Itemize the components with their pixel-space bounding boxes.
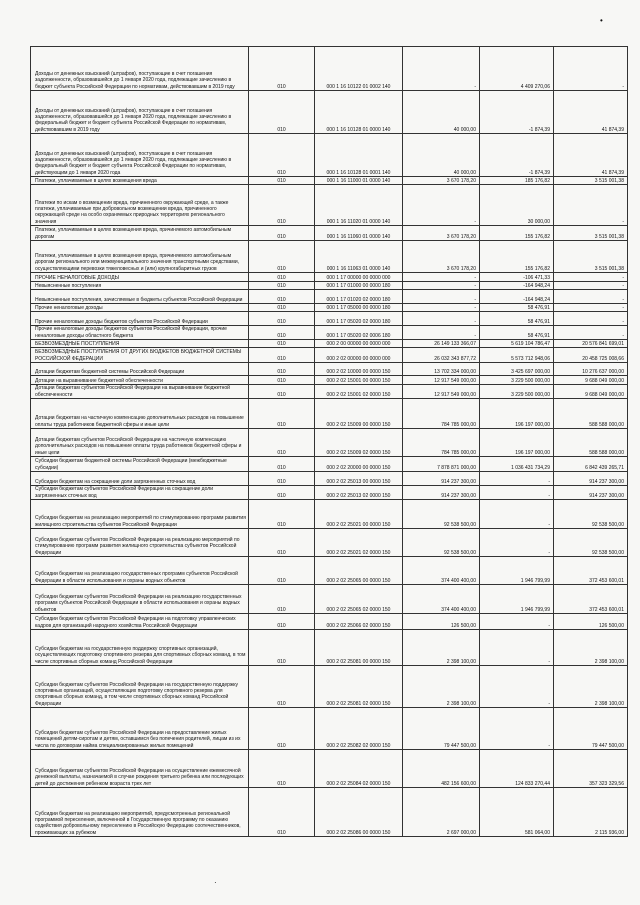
- row-exec-cell: -: [480, 529, 554, 557]
- row-name-cell: Дотации бюджетам субъектов Российской Федерации на частичную компенсацию дополнительных расходов на повышение оплаты труда работников бюджетной сферы и иные цели: [31, 429, 249, 457]
- row-plan-cell: 126 500,00: [403, 614, 480, 630]
- row-rest-cell: -: [554, 282, 628, 290]
- table-row: [31, 326, 628, 340]
- row-code-cell: 010: [249, 363, 315, 376]
- row-kbk-cell: 000 2 02 25086 00 0000 150: [315, 788, 403, 837]
- row-rest-cell: 92 538 500,00: [554, 529, 628, 557]
- row-plan-cell: 374 400 400,00: [403, 557, 480, 585]
- row-code-cell: 010: [249, 282, 315, 290]
- table-row: [31, 177, 628, 185]
- row-code-cell: 010: [249, 788, 315, 837]
- table-row: [31, 500, 628, 529]
- table-row: [31, 134, 628, 177]
- row-code-cell: 010: [249, 486, 315, 500]
- row-code-cell: 010: [249, 348, 315, 363]
- row-kbk-cell: 000 2 02 25065 00 0000 150: [315, 557, 403, 585]
- row-name-cell: БЕЗВОЗМЕЗДНЫЕ ПОСТУПЛЕНИЯ ОТ ДРУГИХ БЮДЖЕТОВ БЮДЖЕТНОЙ СИСТЕМЫ РОССИЙСКОЙ ФЕДЕРАЦИИ: [31, 348, 249, 363]
- row-name-cell: Субсидии бюджетам субъектов Российской Федерации на реализацию государственных программ субъектов Российской Федерации в области использования и охраны водных объектов: [31, 585, 249, 614]
- row-kbk-cell: 000 2 02 20000 00 0000 150: [315, 457, 403, 472]
- row-plan-cell: 26 149 133 366,07: [403, 340, 480, 348]
- row-plan-cell: -: [403, 273, 480, 282]
- table-row: [31, 750, 628, 788]
- row-plan-cell: 3 670 178,20: [403, 241, 480, 273]
- row-rest-cell: 10 276 637 000,00: [554, 363, 628, 376]
- row-name-cell: Платежи по искам о возмещении вреда, причиненного окружающей среде, а также платежи, уплачиваемые при добровольном возмещении вреда, причиненного окружающей среде на особо охраняемых природных территориях регионального значения: [31, 185, 249, 226]
- row-plan-cell: 12 917 549 000,00: [403, 376, 480, 385]
- row-kbk-cell: 000 2 02 15001 02 0000 150: [315, 385, 403, 399]
- table-row: [31, 529, 628, 557]
- table-row: [31, 557, 628, 585]
- row-rest-cell: 914 237 300,00: [554, 472, 628, 486]
- row-exec-cell: -: [480, 486, 554, 500]
- row-name-cell: БЕЗВОЗМЕЗДНЫЕ ПОСТУПЛЕНИЯ: [31, 340, 249, 348]
- row-name-cell: Платежи, уплачиваемые в целях возмещения вреда: [31, 177, 249, 185]
- row-name-cell: Прочие неналоговые доходы: [31, 304, 249, 312]
- row-exec-cell: 58 476,91: [480, 304, 554, 312]
- row-rest-cell: 41 874,39: [554, 134, 628, 177]
- row-kbk-cell: 000 2 02 25081 00 0000 150: [315, 630, 403, 666]
- row-name-cell: Платежи, уплачиваемые в целях возмещения вреда, причиняемого автомобильным дорогам: [31, 226, 249, 241]
- table-row: [31, 457, 628, 472]
- row-exec-cell: -1 874,39: [480, 134, 554, 177]
- row-code-cell: 010: [249, 472, 315, 486]
- row-plan-cell: -: [403, 47, 480, 91]
- table-row: [31, 486, 628, 500]
- row-rest-cell: 357 323 329,56: [554, 750, 628, 788]
- row-kbk-cell: 000 2 02 25081 02 0000 150: [315, 666, 403, 708]
- row-exec-cell: 581 064,00: [480, 788, 554, 837]
- table-row: [31, 788, 628, 837]
- page-mark-bottom: ·: [214, 878, 217, 887]
- row-rest-cell: 2 115 936,00: [554, 788, 628, 837]
- row-kbk-cell: 000 1 16 10122 01 0002 140: [315, 47, 403, 91]
- row-code-cell: 010: [249, 429, 315, 457]
- row-code-cell: 010: [249, 399, 315, 429]
- row-code-cell: 010: [249, 457, 315, 472]
- table-row: [31, 472, 628, 486]
- row-rest-cell: 372 453 600,01: [554, 557, 628, 585]
- row-code-cell: 010: [249, 385, 315, 399]
- row-code-cell: 010: [249, 290, 315, 304]
- row-code-cell: 010: [249, 91, 315, 134]
- row-exec-cell: -: [480, 630, 554, 666]
- row-name-cell: Прочие неналоговые доходы бюджетов субъектов Российской Федерации: [31, 312, 249, 326]
- table-row: [31, 312, 628, 326]
- table-row: [31, 399, 628, 429]
- row-rest-cell: -: [554, 290, 628, 304]
- row-code-cell: 010: [249, 226, 315, 241]
- row-kbk-cell: 000 2 02 25066 02 0000 150: [315, 614, 403, 630]
- row-kbk-cell: 000 2 02 15009 00 0000 150: [315, 399, 403, 429]
- row-kbk-cell: 000 1 16 11020 01 0000 140: [315, 185, 403, 226]
- table-row: [31, 273, 628, 282]
- row-kbk-cell: 000 2 00 00000 00 0000 000: [315, 340, 403, 348]
- table-row: [31, 47, 628, 91]
- row-code-cell: 010: [249, 614, 315, 630]
- row-plan-cell: 2 398 100,00: [403, 666, 480, 708]
- row-plan-cell: 2 697 000,00: [403, 788, 480, 837]
- row-code-cell: 010: [249, 376, 315, 385]
- row-exec-cell: 124 833 270,44: [480, 750, 554, 788]
- row-rest-cell: 6 842 439 265,71: [554, 457, 628, 472]
- table-row: [31, 226, 628, 241]
- row-kbk-cell: 000 1 17 01020 02 0000 180: [315, 290, 403, 304]
- table-row: [31, 376, 628, 385]
- table-row: [31, 630, 628, 666]
- row-rest-cell: 588 588 000,00: [554, 429, 628, 457]
- row-plan-cell: -: [403, 304, 480, 312]
- table-row: [31, 429, 628, 457]
- row-name-cell: Субсидии бюджетам субъектов Российской Федерации на реализацию мероприятий по стимулированию программ развития жилищного строительства субъектов Российской Федерации: [31, 529, 249, 557]
- row-plan-cell: -: [403, 326, 480, 340]
- row-rest-cell: 3 515 001,38: [554, 177, 628, 185]
- row-name-cell: Платежи, уплачиваемые в целях возмещения вреда, причиняемого автомобильным дорогам регионального или межмуниципального значения транспортными средствами, осуществляющими перевозки тяжеловесных и (или) крупногабаритных грузов: [31, 241, 249, 273]
- row-name-cell: Субсидии бюджетам на сокращение доли загрязненных сточных вод: [31, 472, 249, 486]
- row-plan-cell: 3 670 178,20: [403, 226, 480, 241]
- row-rest-cell: 20 576 841 699,01: [554, 340, 628, 348]
- row-exec-cell: -: [480, 500, 554, 529]
- row-kbk-cell: 000 2 02 15009 02 0000 150: [315, 429, 403, 457]
- row-rest-cell: 2 398 100,00: [554, 666, 628, 708]
- row-exec-cell: 155 176,82: [480, 241, 554, 273]
- row-code-cell: 010: [249, 630, 315, 666]
- row-exec-cell: 155 176,82: [480, 226, 554, 241]
- revenue-table: [30, 46, 628, 837]
- row-rest-cell: -: [554, 47, 628, 91]
- row-name-cell: Субсидии бюджетам на государственную поддержку спортивных организаций, осуществляющих подготовку спортивного резерва для спортивных сборных команд, в том числе спортивных сборных команд Российской Федерации: [31, 630, 249, 666]
- row-kbk-cell: 000 1 17 00000 00 0000 000: [315, 273, 403, 282]
- row-name-cell: ПРОЧИЕ НЕНАЛОГОВЫЕ ДОХОДЫ: [31, 273, 249, 282]
- row-exec-cell: -: [480, 614, 554, 630]
- row-plan-cell: 40 000,00: [403, 134, 480, 177]
- row-plan-cell: 92 538 500,00: [403, 529, 480, 557]
- row-code-cell: 010: [249, 177, 315, 185]
- row-kbk-cell: 000 1 17 05000 00 0000 180: [315, 304, 403, 312]
- row-exec-cell: 1 946 799,99: [480, 557, 554, 585]
- row-name-cell: Субсидии бюджетам субъектов Российской Федерации на государственную поддержку спортивных организаций, осуществляющих подготовку спортивного резерва для спортивных сборных команд, в том числе спортивных сборных команд Российской Федерации: [31, 666, 249, 708]
- row-code-cell: 010: [249, 557, 315, 585]
- row-rest-cell: 126 500,00: [554, 614, 628, 630]
- row-code-cell: 010: [249, 750, 315, 788]
- row-exec-cell: 58 476,91: [480, 312, 554, 326]
- row-exec-cell: 185 176,82: [480, 177, 554, 185]
- row-code-cell: 010: [249, 241, 315, 273]
- row-rest-cell: 41 874,39: [554, 91, 628, 134]
- row-rest-cell: -: [554, 304, 628, 312]
- row-plan-cell: 784 785 000,00: [403, 399, 480, 429]
- table-row: [31, 304, 628, 312]
- table-row: [31, 241, 628, 273]
- row-name-cell: Дотации бюджетам субъектов Российской Федерации на выравнивание бюджетной обеспеченности: [31, 385, 249, 399]
- row-name-cell: Прочие неналоговые доходы бюджетов субъектов Российской Федерации, прочие неналоговые доходы областного бюджета: [31, 326, 249, 340]
- row-kbk-cell: 000 2 02 25021 02 0000 150: [315, 529, 403, 557]
- row-rest-cell: 3 515 001,38: [554, 241, 628, 273]
- row-name-cell: Субсидии бюджетам на реализацию мероприятий по стимулированию программ развития жилищного строительства субъектов Российской Федерации: [31, 500, 249, 529]
- table-row: [31, 385, 628, 399]
- row-code-cell: 010: [249, 304, 315, 312]
- row-name-cell: Дотации на выравнивание бюджетной обеспеченности: [31, 376, 249, 385]
- row-plan-cell: 92 538 500,00: [403, 500, 480, 529]
- row-exec-cell: -164 948,24: [480, 282, 554, 290]
- row-plan-cell: 40 000,00: [403, 91, 480, 134]
- row-rest-cell: 372 453 600,01: [554, 585, 628, 614]
- row-rest-cell: 20 458 725 008,66: [554, 348, 628, 363]
- row-exec-cell: 1 036 431 734,29: [480, 457, 554, 472]
- row-exec-cell: -1 874,39: [480, 91, 554, 134]
- row-code-cell: 010: [249, 500, 315, 529]
- row-name-cell: Субсидии бюджетам субъектов Российской Федерации на подготовку управленческих кадров для организаций народного хозяйства Российской Федерации: [31, 614, 249, 630]
- row-kbk-cell: 000 2 02 25082 02 0000 150: [315, 708, 403, 750]
- row-plan-cell: 13 702 334 000,00: [403, 363, 480, 376]
- row-name-cell: Доходы от денежных взысканий (штрафов), поступающие в счет погашения задолженности, образовавшейся до 1 января 2020 года, подлежащие зачислению в федеральный бюджет и бюджет субъекта Российской Федерации по нормативам, действующим до 1 января 2020 года: [31, 134, 249, 177]
- table-row: [31, 363, 628, 376]
- row-plan-cell: -: [403, 282, 480, 290]
- row-exec-cell: 58 476,91: [480, 326, 554, 340]
- row-rest-cell: 92 538 500,00: [554, 500, 628, 529]
- row-exec-cell: 3 425 697 000,00: [480, 363, 554, 376]
- table-row: [31, 340, 628, 348]
- row-code-cell: 010: [249, 585, 315, 614]
- row-rest-cell: 3 515 001,38: [554, 226, 628, 241]
- row-plan-cell: -: [403, 290, 480, 304]
- table-row: [31, 282, 628, 290]
- row-name-cell: Доходы от денежных взысканий (штрафов), поступающие в счет погашения задолженности, образовавшейся до 1 января 2020 года, подлежащие зачислению в бюджет субъекта Российской Федерации по нормативам, действовавшим в 2019 году: [31, 47, 249, 91]
- row-kbk-cell: 000 2 02 25013 02 0000 150: [315, 486, 403, 500]
- row-plan-cell: 12 917 549 000,00: [403, 385, 480, 399]
- row-name-cell: Дотации бюджетам на частичную компенсацию дополнительных расходов на повышение оплаты труда работников бюджетной сферы и иные цели: [31, 399, 249, 429]
- row-name-cell: Субсидии бюджетам на реализацию государственных программ субъектов Российской Федерации в области использования и охраны водных объектов: [31, 557, 249, 585]
- table-row: [31, 348, 628, 363]
- row-name-cell: Субсидии бюджетам субъектов Российской Федерации на сокращение доли загрязненных сточных вод: [31, 486, 249, 500]
- row-kbk-cell: 000 1 16 11063 01 0000 140: [315, 241, 403, 273]
- row-kbk-cell: 000 2 02 25021 00 0000 150: [315, 500, 403, 529]
- row-plan-cell: 7 878 871 000,00: [403, 457, 480, 472]
- row-name-cell: Субсидии бюджетам бюджетной системы Российской Федерации (межбюджетные субсидии): [31, 457, 249, 472]
- row-code-cell: 010: [249, 326, 315, 340]
- row-plan-cell: 374 400 400,00: [403, 585, 480, 614]
- row-plan-cell: 784 785 000,00: [403, 429, 480, 457]
- table-row: [31, 290, 628, 304]
- row-name-cell: Субсидии бюджетам субъектов Российской Федерации на предоставление жилых помещений детям-сиротам и детям, оставшимся без попечения родителей, лицам из их числа по договорам найма специализированных жилых помещений: [31, 708, 249, 750]
- row-code-cell: 010: [249, 708, 315, 750]
- row-exec-cell: -: [480, 472, 554, 486]
- row-name-cell: Субсидии бюджетам на реализацию мероприятий, предусмотренных региональной программой переселения, включенной в Государственную программу по оказанию содействия добровольному переселению в Российскую Федерацию соотечественников, проживающих за рубежом: [31, 788, 249, 837]
- row-exec-cell: 5 619 104 786,47: [480, 340, 554, 348]
- row-kbk-cell: 000 2 02 25065 02 0000 150: [315, 585, 403, 614]
- row-rest-cell: 9 688 049 000,00: [554, 385, 628, 399]
- table-row: [31, 185, 628, 226]
- table-row: [31, 708, 628, 750]
- table-row: [31, 91, 628, 134]
- row-plan-cell: 26 032 343 877,72: [403, 348, 480, 363]
- row-kbk-cell: 000 1 17 05020 02 0006 180: [315, 326, 403, 340]
- row-code-cell: 010: [249, 47, 315, 91]
- row-code-cell: 010: [249, 185, 315, 226]
- row-name-cell: Субсидии бюджетам субъектов Российской Федерации на осуществление ежемесячной денежной выплаты, назначаемой в случае рождения третьего ребенка или последующих детей до достижения ребенком возраста трех лет: [31, 750, 249, 788]
- row-exec-cell: -: [480, 708, 554, 750]
- row-plan-cell: 914 237 300,00: [403, 486, 480, 500]
- row-rest-cell: 79 447 500,00: [554, 708, 628, 750]
- table-row: [31, 585, 628, 614]
- row-kbk-cell: 000 1 17 01000 00 0000 180: [315, 282, 403, 290]
- row-kbk-cell: 000 1 16 10128 01 0001 140: [315, 134, 403, 177]
- row-name-cell: Доходы от денежных взысканий (штрафов), поступающие в счет погашения задолженности, образовавшейся до 1 января 2020 года, подлежащие зачислению в федеральный бюджет и бюджет субъекта Российской Федерации по нормативам, действовавшим в 2019 году: [31, 91, 249, 134]
- row-name-cell: Невыясненные поступления, зачисляемые в бюджеты субъектов Российской Федерации: [31, 290, 249, 304]
- row-exec-cell: 196 197 000,00: [480, 399, 554, 429]
- row-kbk-cell: 000 2 02 10000 00 0000 150: [315, 363, 403, 376]
- row-rest-cell: -: [554, 312, 628, 326]
- table-row: [31, 614, 628, 630]
- row-exec-cell: 3 229 500 000,00: [480, 385, 554, 399]
- row-name-cell: Дотации бюджетам бюджетной системы Российской Федерации: [31, 363, 249, 376]
- row-kbk-cell: 000 1 16 10128 01 0000 140: [315, 91, 403, 134]
- row-exec-cell: -106 471,33: [480, 273, 554, 282]
- row-kbk-cell: 000 2 02 25084 02 0000 150: [315, 750, 403, 788]
- row-kbk-cell: 000 2 02 25013 00 0000 150: [315, 472, 403, 486]
- row-plan-cell: 914 237 300,00: [403, 472, 480, 486]
- row-plan-cell: 79 447 500,00: [403, 708, 480, 750]
- row-name-cell: Невыясненные поступления: [31, 282, 249, 290]
- row-code-cell: 010: [249, 666, 315, 708]
- row-code-cell: 010: [249, 312, 315, 326]
- row-exec-cell: 196 197 000,00: [480, 429, 554, 457]
- row-code-cell: 010: [249, 134, 315, 177]
- row-rest-cell: -: [554, 326, 628, 340]
- page-mark: •: [600, 16, 603, 25]
- row-kbk-cell: 000 1 16 11060 01 0000 140: [315, 226, 403, 241]
- row-kbk-cell: 000 1 16 11000 01 0000 140: [315, 177, 403, 185]
- row-plan-cell: -: [403, 185, 480, 226]
- row-rest-cell: 914 237 300,00: [554, 486, 628, 500]
- row-code-cell: 010: [249, 340, 315, 348]
- table-row: [31, 666, 628, 708]
- row-kbk-cell: 000 2 02 15001 00 0000 150: [315, 376, 403, 385]
- row-exec-cell: -: [480, 666, 554, 708]
- row-rest-cell: 588 588 000,00: [554, 399, 628, 429]
- row-rest-cell: -: [554, 185, 628, 226]
- row-plan-cell: 482 156 600,00: [403, 750, 480, 788]
- row-exec-cell: -164 948,24: [480, 290, 554, 304]
- row-exec-cell: 4 409 270,06: [480, 47, 554, 91]
- row-exec-cell: 5 573 712 948,06: [480, 348, 554, 363]
- row-plan-cell: 3 670 178,20: [403, 177, 480, 185]
- row-code-cell: 010: [249, 529, 315, 557]
- row-plan-cell: 2 398 100,00: [403, 630, 480, 666]
- revenue-table-body: [31, 47, 628, 837]
- row-rest-cell: 9 688 049 000,00: [554, 376, 628, 385]
- row-code-cell: 010: [249, 273, 315, 282]
- row-plan-cell: -: [403, 312, 480, 326]
- row-exec-cell: 1 946 799,99: [480, 585, 554, 614]
- row-exec-cell: 30 000,00: [480, 185, 554, 226]
- row-exec-cell: 3 229 500 000,00: [480, 376, 554, 385]
- row-rest-cell: 2 398 100,00: [554, 630, 628, 666]
- row-rest-cell: -: [554, 273, 628, 282]
- row-kbk-cell: 000 2 02 00000 00 0000 000: [315, 348, 403, 363]
- row-kbk-cell: 000 1 17 05020 02 0000 180: [315, 312, 403, 326]
